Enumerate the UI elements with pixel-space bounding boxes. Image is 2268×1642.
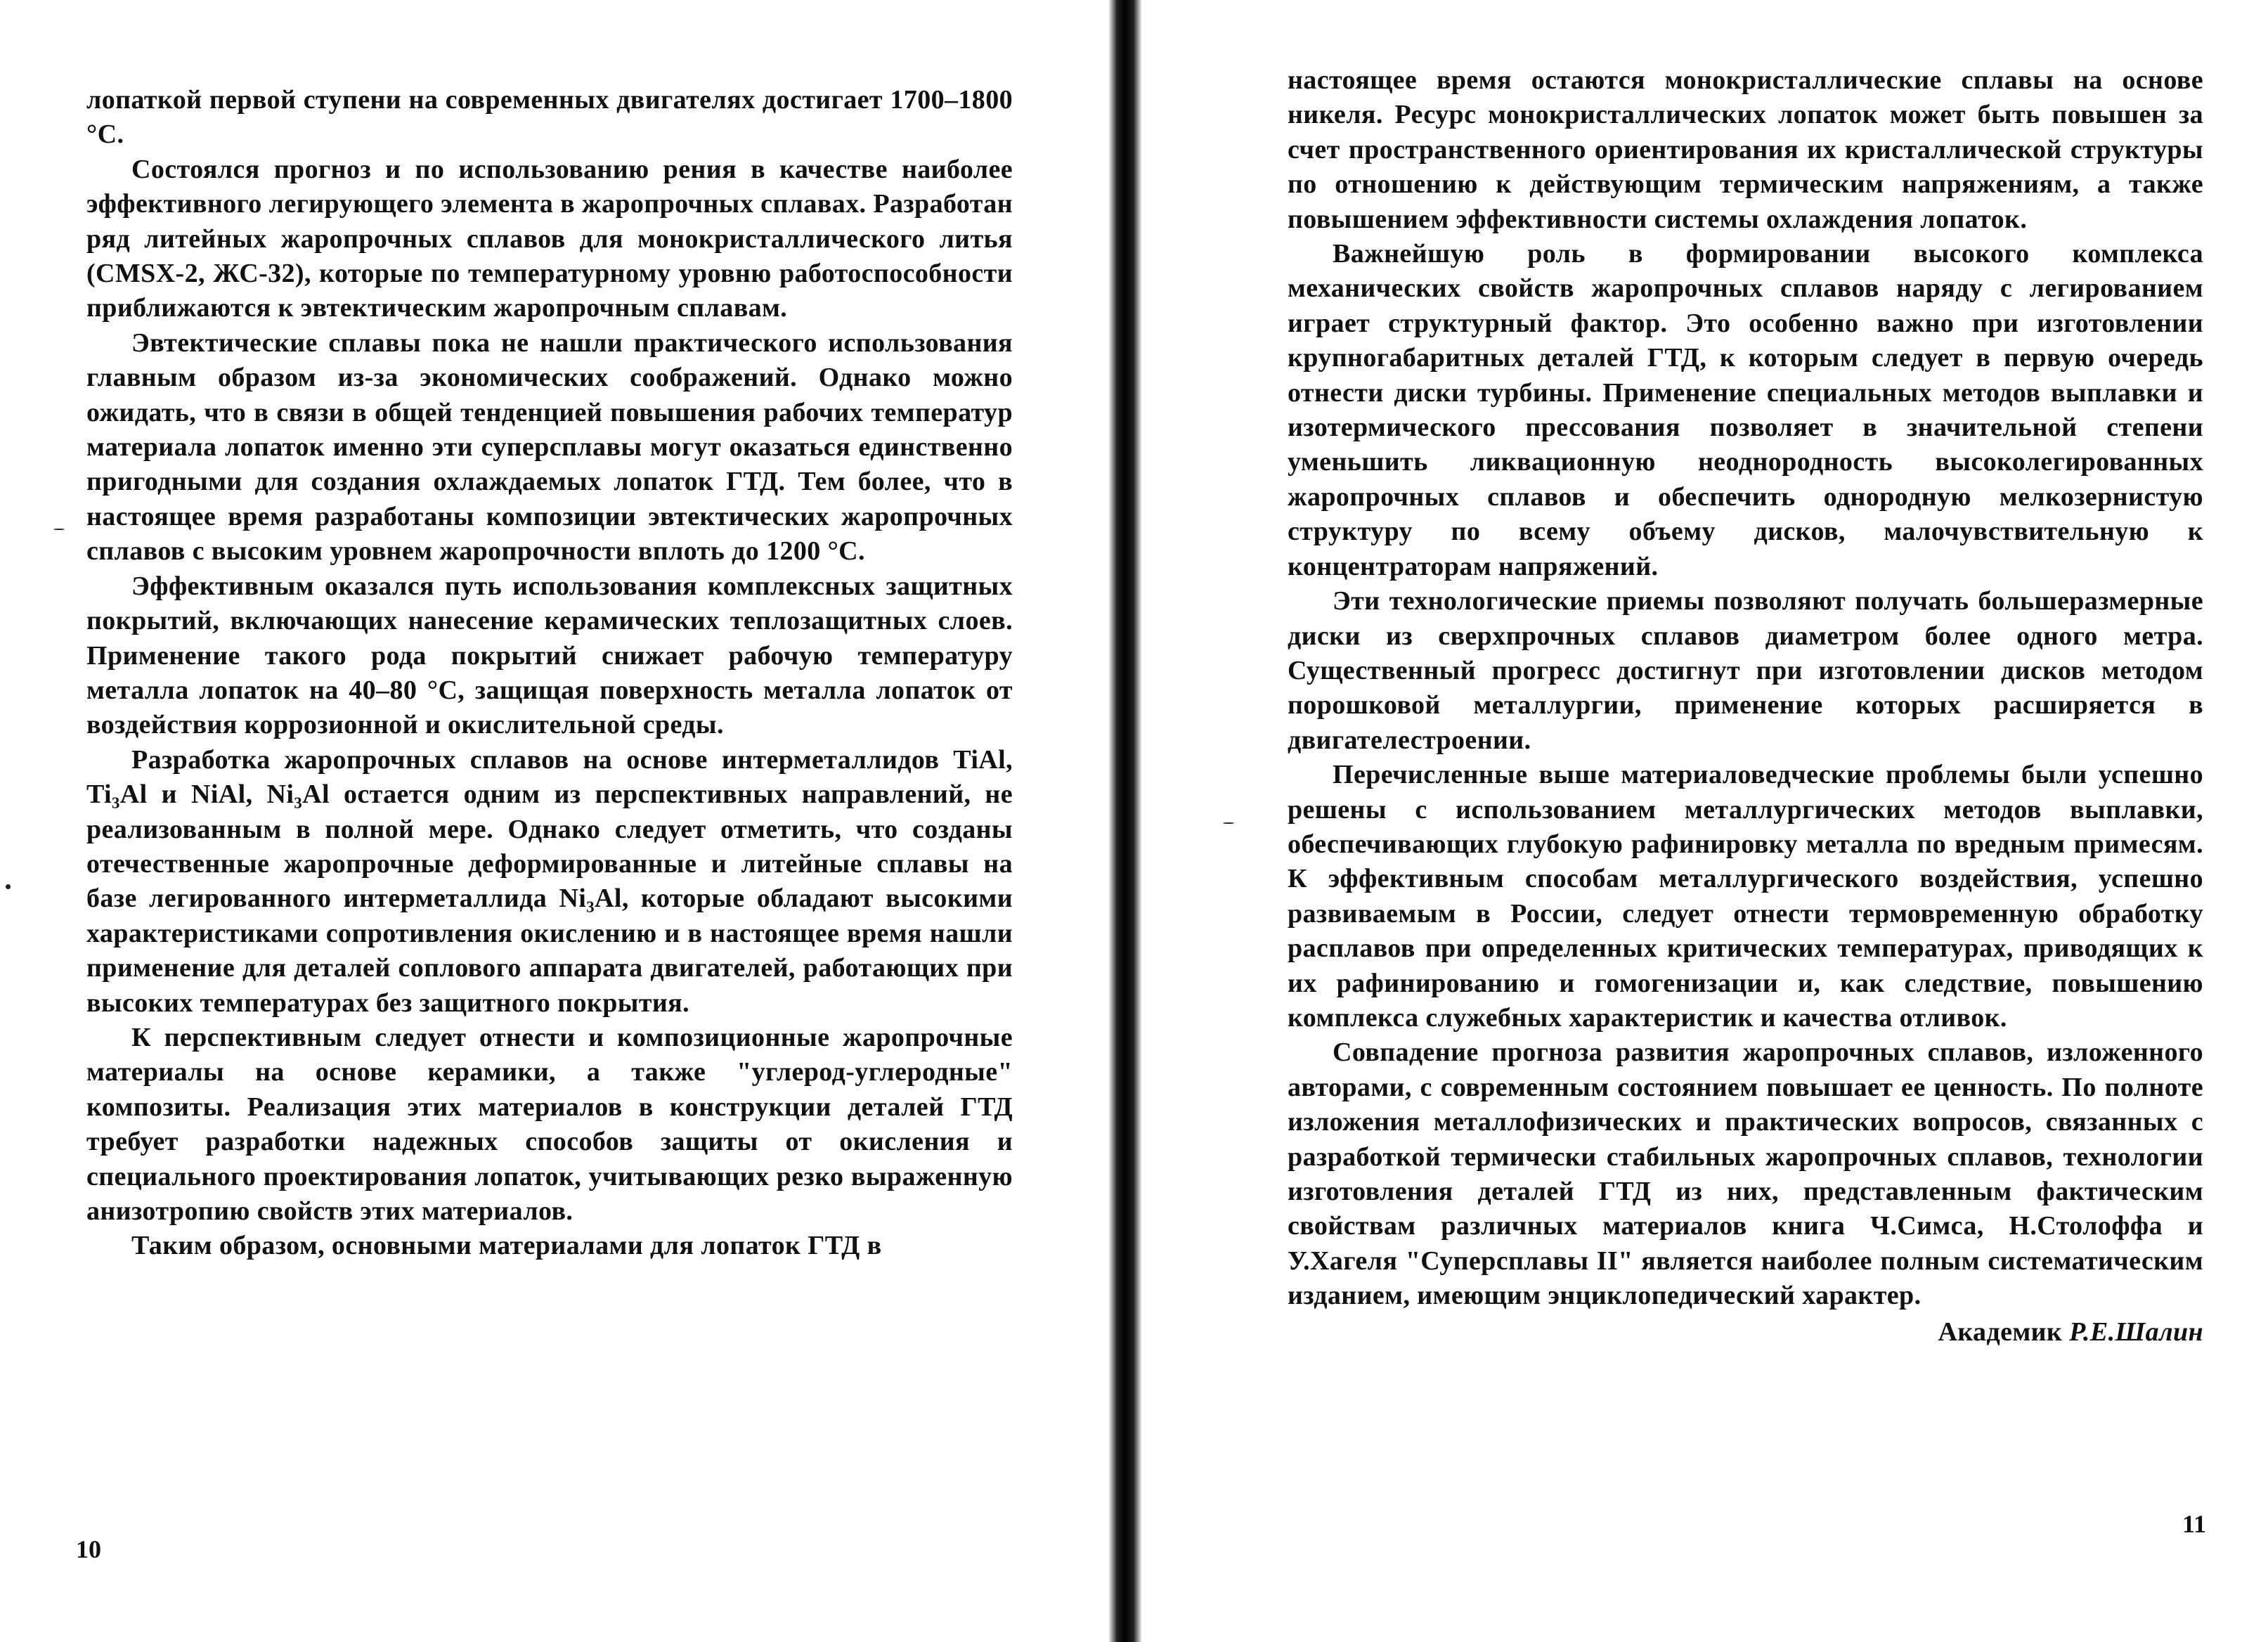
right-paragraph-2: Важнейшую роль в формировании высокого комплекса механических свойств жаропрочных сплавов наряду с легированием играет структурный фактор. Это особенно важно при изготовлении крупногабаритных деталей ГТД, к которым следует в первую очередь отнести диски турбины. Применение специальных методов выплавки и изотермического прессования позволяет в значительной степени уменьшить ликвационную неоднородность высоколегированных жаропрочных сплавов и обеспечить однородную мелкозернистую структуру по всему объему дисков, малочувствительную к концентраторам напряжений. <box>1288 239 2203 581</box>
right-page <box>1153 0 2268 1642</box>
scan-speck <box>1223 822 1234 824</box>
signature-title: Академик <box>1938 1317 2063 1347</box>
signature <box>1288 1315 2203 1350</box>
right-page-text <box>1288 63 2203 1350</box>
page-number-left: 10 <box>76 1535 101 1563</box>
scan-speck <box>6 884 11 889</box>
right-paragraph-5: Совпадение прогноза развития жаропрочных сплавов, изложенного авторами, с современным состоянием повышает ее ценность. По полноте изложения металлофизических и практических вопросов, связанных с разработкой термически стабильных жаропрочных сплавов, технологии изготовления деталей ГТД из них, представленным фактическим свойствам различных материалов книга Ч.Симса, Н.Столоффа и У.Хагеля "Суперсплавы II" является наиболее полным систематическим изданием, имеющим энциклопедический характер. <box>1288 1037 2203 1311</box>
left-page-text <box>86 83 1013 1264</box>
book-spine <box>1108 0 1142 1642</box>
left-paragraph-6: К перспективным следует отнести и композиционные жаропрочные материалы на основе керамики, а также "углерод-углеродные" композиты. Реализация этих материалов в конструкции деталей ГТД требует разработки надежных способов защиты от окисления и специального проектирования лопаток, учитывающих резко выраженную анизотропию свойств этих материалов. <box>86 1022 1013 1226</box>
signature-name: Р.Е.Шалин <box>2069 1317 2203 1347</box>
left-paragraph-4: Эффективным оказался путь использования комплексных защитных покрытий, включающих нанесение керамических теплозащитных слоев. Применение такого рода покрытий снижает рабочую температуру металла лопаток на 40–80 °С, защищая поверхность металла лопаток от воздействия коррозионной и окислительной среды. <box>86 571 1013 740</box>
right-paragraph-1: настоящее время остаются монокристаллические сплавы на основе никеля. Ресурс монокристаллических лопаток может быть повышен за счет пространственного ориентирования их кристаллической структуры по отношению к действующим термическим напряжениям, а также повышением эффективности системы охлаждения лопаток. <box>1288 65 2203 234</box>
left-paragraph-7: Таким образом, основными материалами для лопаток ГТД в <box>131 1231 882 1261</box>
left-page <box>0 0 1096 1642</box>
scan-speck <box>53 529 65 530</box>
page-number-right: 11 <box>2182 1510 2207 1538</box>
right-paragraph-3: Эти технологические приемы позволяют получать большеразмерные диски из сверхпрочных сплавов диаметром более одного метра. Существенный прогресс достигнут при изготовлении дисков методом порошковой металлургии, применение которых расширяется в двигателестроении. <box>1288 586 2203 755</box>
left-paragraph-2: Состоялся прогноз и по использованию рения в качестве наиболее эффективного легирующего элемента в жаропрочных сплавах. Разработан ряд литейных жаропрочных сплавов для монокристаллического литья (CMSX-2, ЖС-32), которые по температурному уровню работоспособности приближаются к эвтектическим жаропрочным сплавам. <box>86 154 1013 323</box>
left-paragraph-1: лопаткой первой ступени на современных двигателях достигает 1700–1800 °С. <box>86 85 1013 150</box>
right-paragraph-4: Перечисленные выше материаловедческие проблемы были успешно решены с использованием металлургических методов выплавки, обеспечивающих глубокую рафинировку металла по вредным примесям. К эффективным способам металлургического воздействия, успешно развиваемым в России, следует отнести термовременную обработку расплавов при определенных критических температурах, приводящих к их рафинированию и гомогенизации и, как следствие, повышению комплекса служебных характеристик и качества отливок. <box>1288 760 2203 1033</box>
left-paragraph-5: Разработка жаропрочных сплавов на основе интерметаллидов TiAl, Ti₃Al и NiAl, Ni₃Al остается одним из перспективных направлений, не реализованным в полной мере. Однако следует отметить, что созданы отечественные жаропрочные деформированные и литейные сплавы на базе легированного интерметаллида Ni₃Al, которые обладают высокими характеристиками сопротивления окислению и в настоящее время нашли применение для деталей соплового аппарата двигателей, работающих при высоких температурах без защитного покрытия. <box>86 744 1013 1018</box>
left-paragraph-3: Эвтектические сплавы пока не нашли практического использования главным образом из-за экономических соображений. Однако можно ожидать, что в связи в общей тенденцией повышения рабочих температур материала лопаток именно эти суперсплавы могут оказаться единственно пригодными для создания охлаждаемых лопаток ГТД. Тем более, что в настоящее время разработаны композиции эвтектических жаропрочных сплавов с высоким уровнем жаропрочности вплоть до 1200 °С. <box>86 328 1013 567</box>
